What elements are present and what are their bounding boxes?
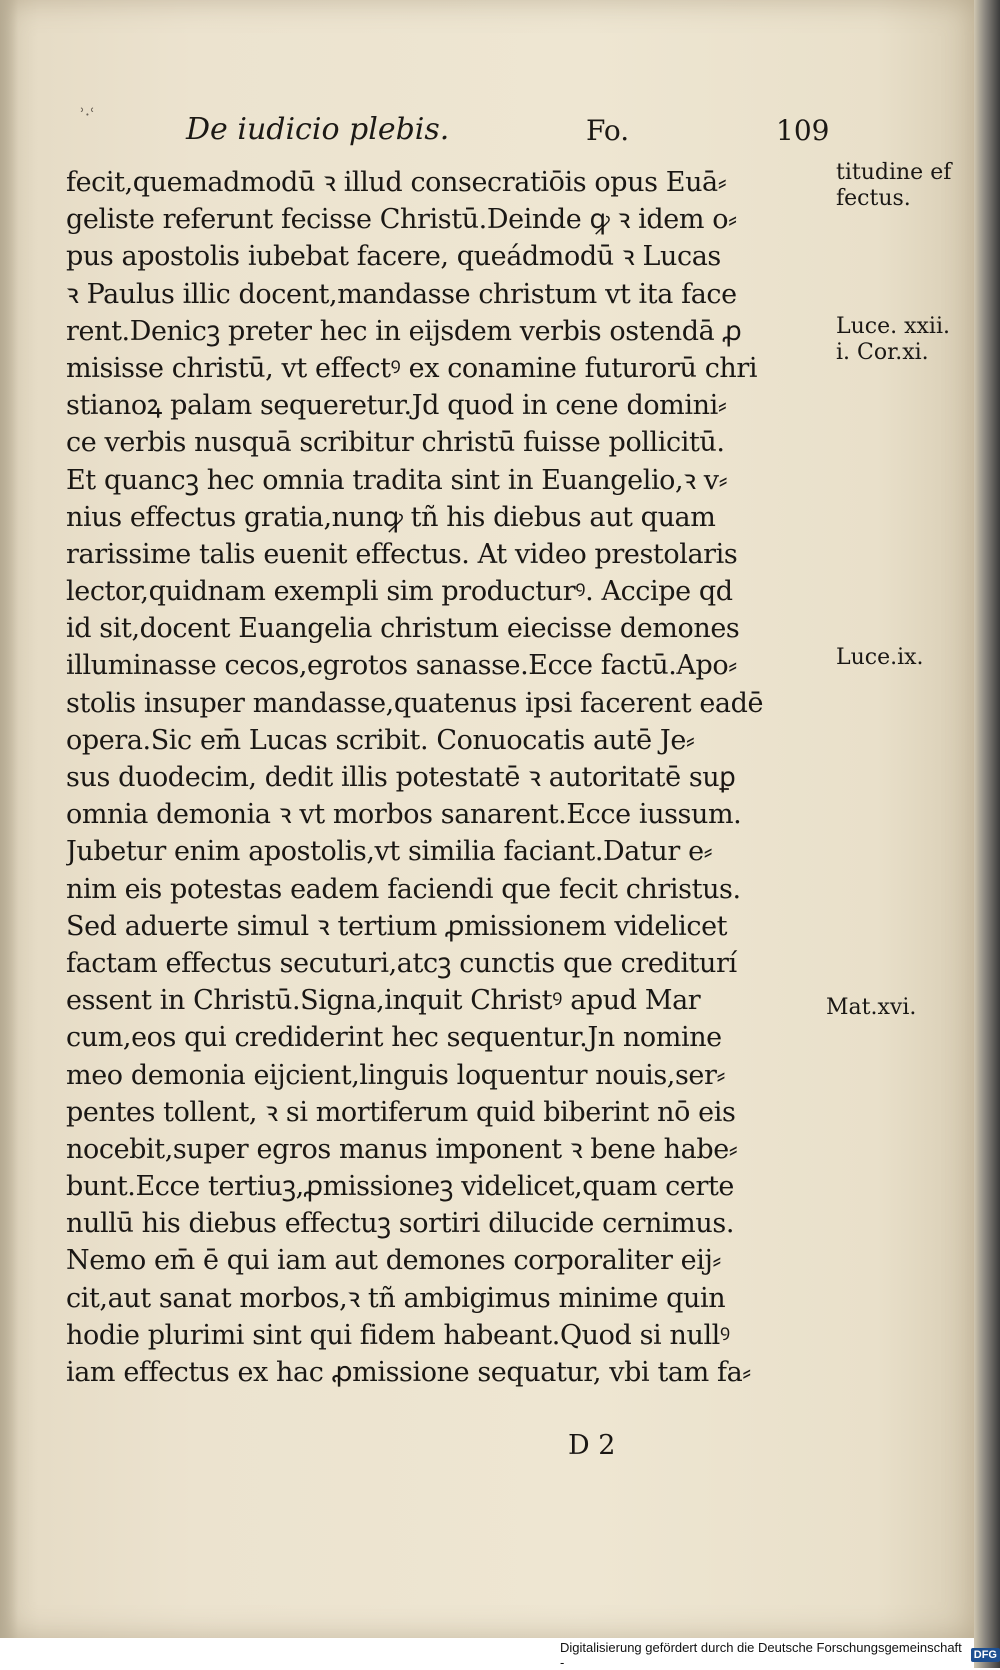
text-line: nim eis potestas eadem faciendi que fecit christus. xyxy=(66,873,741,905)
text-line: sus duodecim, dedit illis potestatē ꝛ autoritatē suꝑ xyxy=(66,762,736,793)
text-line: bunt.Ecce tertiuꝫ,ꝓmissioneꝫ videlicet,quam certe xyxy=(66,1171,735,1203)
dfg-logo: DFG xyxy=(971,1648,1000,1662)
text-line: nius effectus gratia,nunꝙ tñ his diebus aut quam xyxy=(66,501,716,533)
text-line: pentes tollent, ꝛ si mortiferum quid biberint nō eis xyxy=(66,1096,736,1128)
running-head: De iudicio plebis. xyxy=(186,112,450,147)
text-line: nullū his diebus effectuꝫ sortiri dilucide cernimus. xyxy=(66,1208,735,1240)
margin-note-line: titudine ef xyxy=(836,160,952,185)
text-line: pus apostolis iubebat facere, queádmodū ꝛ Lucas xyxy=(66,241,721,273)
text-line: essent in Christū.Signa,inquit Christꝰ apud Mar xyxy=(66,985,701,1017)
text-line: opera.Sic em̄ Lucas scribit. Conuocatis autē Je⸗ xyxy=(66,724,695,756)
text-line: Sed aduerte simul ꝛ tertium ꝓmissionem videlicet xyxy=(66,910,728,942)
text-line: Jubetur enim apostolis,vt similia faciant.Datur e⸗ xyxy=(66,836,713,868)
text-line: nocebit,super egros manus imponent ꝛ bene habe⸗ xyxy=(66,1133,738,1165)
text-line: Et quancꝫ hec omnia tradita sint in Euangelio,ꝛ v⸗ xyxy=(66,464,728,496)
text-line: factam effectus secuturi,atcꝫ cunctis que crediturí xyxy=(66,947,737,979)
margin-note-line: i. Cor.xi. xyxy=(836,340,929,365)
text-line: Nemo em̄ ē qui iam aut demones corporaliter eij⸗ xyxy=(66,1245,722,1277)
margin-note-line: Luce. xxii. xyxy=(836,314,950,339)
text-line: ꝛ Paulus illic docent,mandasse christum vt ita face xyxy=(66,278,737,310)
text-line: rarissime talis euenit effectus. At video prestolaris xyxy=(66,538,738,570)
text-line: misisse christū, vt effectꝰ ex conamine futurorū chri xyxy=(66,352,758,384)
page-edge-shadow xyxy=(974,0,1000,1668)
margin-note-luce-xxii xyxy=(836,314,950,366)
text-line: iam effectus ex hac ꝓmissione sequatur, vbi tam fa⸗ xyxy=(66,1357,751,1388)
margin-note-luce-ix: Luce.ix. xyxy=(836,645,924,670)
folio-label: Fo. xyxy=(586,114,630,147)
digitization-credit xyxy=(560,1640,1000,1670)
text-line: stianoꝝ palam sequeretur.Jd quod in cene domini⸗ xyxy=(66,390,727,422)
margin-note-titudine xyxy=(836,160,951,212)
text-line: id sit,docent Euangelia christum eiecisse demones xyxy=(66,613,740,645)
margin-note-mat-xvi: Mat.xvi. xyxy=(826,995,917,1020)
stray-ink-mark: ʾ·ʿ xyxy=(80,105,95,124)
page-gutter-shadow xyxy=(0,0,18,1638)
text-line: ce verbis nusquā scribitur christū fuisse pollicitū. xyxy=(66,427,725,459)
text-line: cum,eos qui crediderint hec sequentur.Jn nomine xyxy=(66,1022,722,1054)
text-line: rent.Denicꝫ preter hec in eijsdem verbis ostendā ꝓ xyxy=(66,315,742,347)
text-line: geliste referunt fecisse Christū.Deinde ꝙ ꝛ idem o⸗ xyxy=(66,204,737,236)
text-line: hodie plurimi sint qui fidem habeant.Quod si nullꝰ xyxy=(66,1319,730,1351)
text-line: meo demonia eijcient,linguis loquentur nouis,ser⸗ xyxy=(66,1059,726,1091)
text-line: fecit,quemadmodū ꝛ illud consecratiōis opus Euā⸗ xyxy=(66,167,727,198)
credit-text: Digitalisierung gefördert durch die Deutsche Forschungsgemeinschaft - xyxy=(560,1640,962,1670)
text-line: stolis insuper mandasse,quatenus ipsi facerent eadē xyxy=(66,687,764,719)
text-line: omnia demonia ꝛ vt morbos sanarent.Ecce iussum. xyxy=(66,799,742,831)
text-line: lector,quidnam exempli sim producturꝰ. Accipe qd xyxy=(66,576,733,608)
text-line: illuminasse cecos,egrotos sanasse.Ecce factū.Apo⸗ xyxy=(66,650,737,682)
body-text xyxy=(66,164,826,1391)
folio-number: 109 xyxy=(776,114,830,147)
signature-mark: D 2 xyxy=(568,1430,616,1461)
margin-note-line: fectus. xyxy=(836,186,911,211)
text-line: cit,aut sanat morbos,ꝛ tñ ambigimus minime quin xyxy=(66,1282,726,1314)
